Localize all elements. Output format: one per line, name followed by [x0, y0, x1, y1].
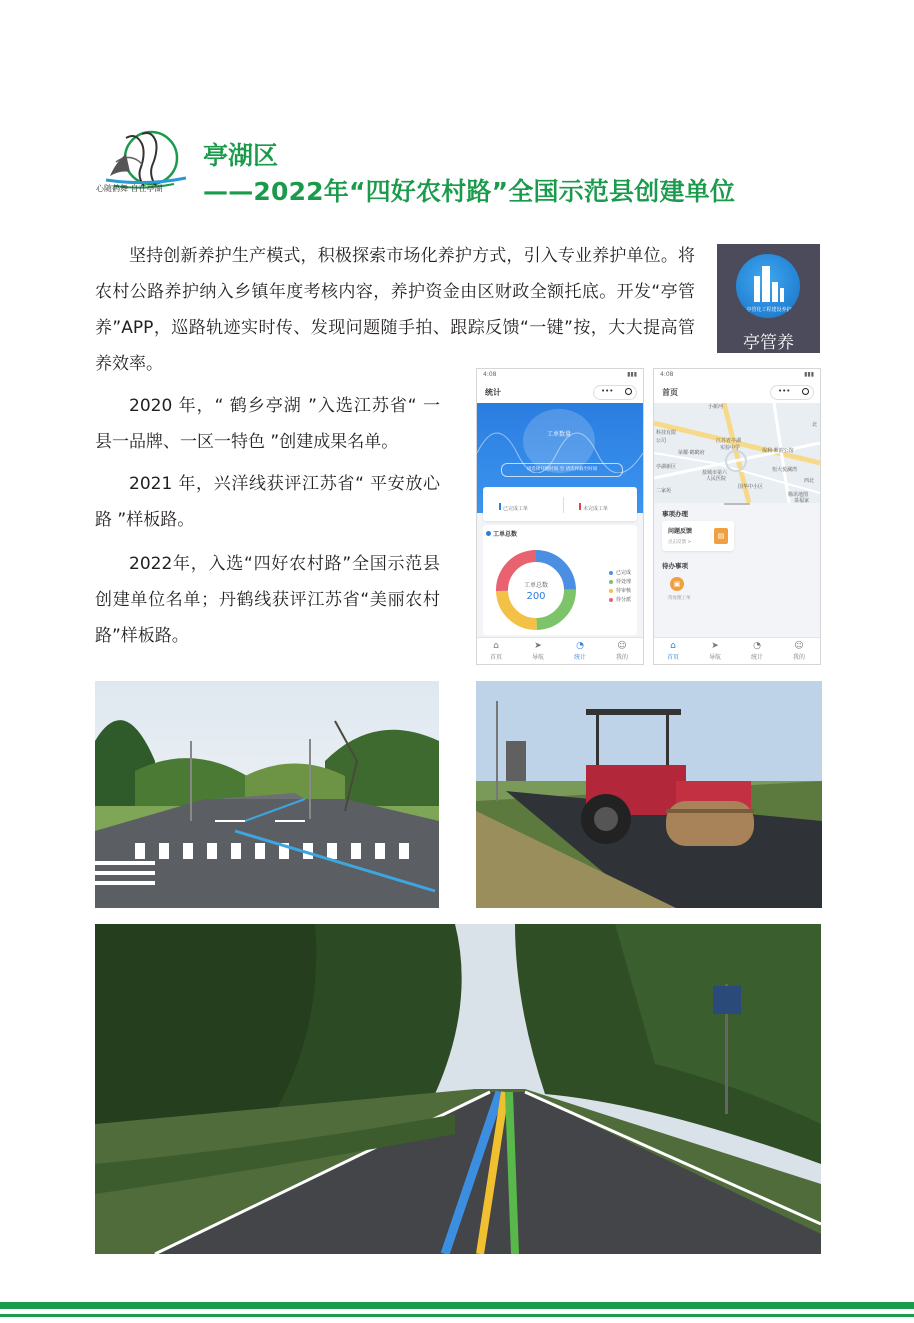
- map-label: 江苏省亭湖: [716, 438, 742, 444]
- map-label: 北: [812, 422, 818, 428]
- paragraph-2020: 2020 年，“ 鹤乡亭湖 ”入选江苏省“ 一县一品牌、一区一特色 ”创建成果名单。: [95, 396, 440, 452]
- clipboard-icon: ▤: [714, 528, 728, 544]
- status-time: 4:08: [483, 371, 497, 378]
- donut-legend: [609, 569, 631, 605]
- footer-band: [0, 1302, 914, 1309]
- more-icon[interactable]: •••: [778, 387, 791, 395]
- map-label: 西北: [804, 478, 815, 484]
- signal-icon: ▮▮▮: [627, 371, 637, 378]
- map-label: 二家苑: [656, 488, 672, 494]
- completed-orders-label: 已完成工单: [503, 506, 529, 512]
- more-icon[interactable]: •••: [601, 387, 614, 395]
- mini-program-capsule[interactable]: [770, 385, 814, 400]
- feedback-link[interactable]: 点击反馈 >: [668, 540, 692, 545]
- map-label: 公司: [656, 438, 667, 444]
- paragraph-2022: 2022年，入选“四好农村路”全国示范县创建单位名单；丹鹤线获评江苏省“美丽农村路”样板路。: [95, 554, 440, 646]
- user-icon: ☺: [617, 641, 627, 651]
- orders-summary-card: [483, 525, 637, 635]
- logo-slogan: 心随鹤舞 自在亭湖: [96, 184, 163, 193]
- stat-card: [483, 487, 637, 521]
- map-view[interactable]: [654, 403, 820, 503]
- tab-mine[interactable]: ☺ 我的: [607, 641, 637, 661]
- map-label: 菜福家: [794, 498, 810, 503]
- section-todo: 待办事项: [662, 562, 688, 570]
- map-label: 盐城市第六: [702, 470, 728, 476]
- mini-program-capsule[interactable]: [593, 385, 637, 400]
- status-bar: [477, 369, 643, 381]
- page-title: ——2022年“四好农村路”全国示范县创建单位: [203, 177, 736, 206]
- circle-label: 工单数量: [546, 431, 571, 438]
- map-label: 亭湖新区: [656, 464, 677, 470]
- app-name: 亭管养: [743, 333, 794, 353]
- statistics-icon: ◔: [576, 641, 584, 651]
- phone-screenshot-home: [653, 368, 821, 665]
- sheet-handle[interactable]: [724, 503, 750, 505]
- orders-total-heading: 工单总数: [493, 531, 518, 538]
- tab-statistics[interactable]: ◔ 统计: [742, 641, 772, 661]
- donut-center-value: 200: [526, 591, 546, 602]
- navigation-icon: ➤: [711, 641, 719, 651]
- app-icon-caption: 亭管化工程建设养护: [746, 307, 792, 313]
- navigation-icon: ➤: [534, 641, 542, 651]
- todo-order-label: 待处理工单: [668, 596, 691, 601]
- tab-navigation[interactable]: ➤ 导航: [523, 641, 553, 661]
- user-icon: ☺: [794, 641, 804, 651]
- screen-title: 统计: [485, 388, 501, 397]
- statistics-icon: ◔: [753, 641, 761, 651]
- feedback-title: 问题反馈: [668, 528, 693, 535]
- app-icon-tingguanyang: [717, 244, 820, 353]
- home-icon: ⌂: [493, 641, 499, 651]
- screen-title: 首页: [662, 388, 678, 397]
- donut-chart: [491, 545, 581, 635]
- map-label: 腾讯地图: [788, 492, 809, 498]
- map-label: 荣耀·鹤鹤府: [678, 450, 705, 456]
- map-label: 小新河: [708, 404, 724, 410]
- status-bar: [654, 369, 820, 381]
- map-label: 国华中小区: [738, 484, 764, 490]
- legend-item: 待处理: [616, 579, 632, 585]
- tab-home[interactable]: ⌂ 首页: [481, 641, 511, 661]
- home-icon: ⌂: [670, 641, 676, 651]
- pending-orders-label: 未完成工单: [583, 506, 609, 512]
- tab-navigation[interactable]: ➤ 导航: [700, 641, 730, 661]
- photo-road-intersection: [95, 681, 439, 908]
- bottom-tab-bar: [477, 637, 643, 664]
- tab-mine[interactable]: ☺ 我的: [784, 641, 814, 661]
- photo-tree-lined-road: [95, 924, 821, 1254]
- bottom-tab-bar: [654, 637, 820, 664]
- todo-order-icon[interactable]: ▣: [670, 577, 684, 591]
- section-tasks: 事项办理: [662, 510, 688, 518]
- feedback-card[interactable]: [662, 521, 734, 551]
- tab-home[interactable]: ⌂ 首页: [658, 641, 688, 661]
- date-range-picker[interactable]: 请选择开始时间 至 请选择截至时间: [501, 463, 623, 477]
- paragraph-2021: 2021 年，兴洋线获评江苏省“ 平安放心路 ”样板路。: [95, 474, 440, 530]
- map-label: 人民医院: [706, 476, 727, 482]
- donut-center-label: 工单总数: [523, 582, 549, 589]
- close-target-icon[interactable]: [802, 388, 809, 395]
- legend-item: 待分派: [616, 597, 632, 603]
- map-label: 恒大悦澜湾: [772, 467, 798, 473]
- footer-line: [0, 1314, 914, 1317]
- status-time: 4:08: [660, 371, 674, 378]
- tab-statistics[interactable]: ◔ 统计: [565, 641, 595, 661]
- map-label: 保利·紫韵公馆: [762, 448, 794, 454]
- top-bar: [654, 381, 820, 403]
- legend-item: 已完成: [616, 570, 632, 576]
- district-name: 亭湖区: [203, 141, 279, 170]
- map-label: 科技有限: [656, 430, 677, 436]
- phone-screenshot-statistics: [476, 368, 644, 665]
- legend-item: 待审核: [616, 588, 632, 594]
- signal-icon: ▮▮▮: [804, 371, 814, 378]
- top-bar: [477, 381, 643, 403]
- close-target-icon[interactable]: [625, 388, 632, 395]
- paragraph-maintenance: 坚持创新养护生产模式，积极探索市场化养护方式，引入专业养护单位。将农村公路养护纳入乡镇年度考核内容，养护资金由区财政全额托底。开发“亭管养”APP，巡路轨迹实时传、发现问题随手拍、跟踪反馈“一键”按，大大提高管养效率。: [95, 246, 695, 374]
- photo-road-roller: [476, 681, 822, 908]
- map-label: 实验中学: [720, 445, 741, 451]
